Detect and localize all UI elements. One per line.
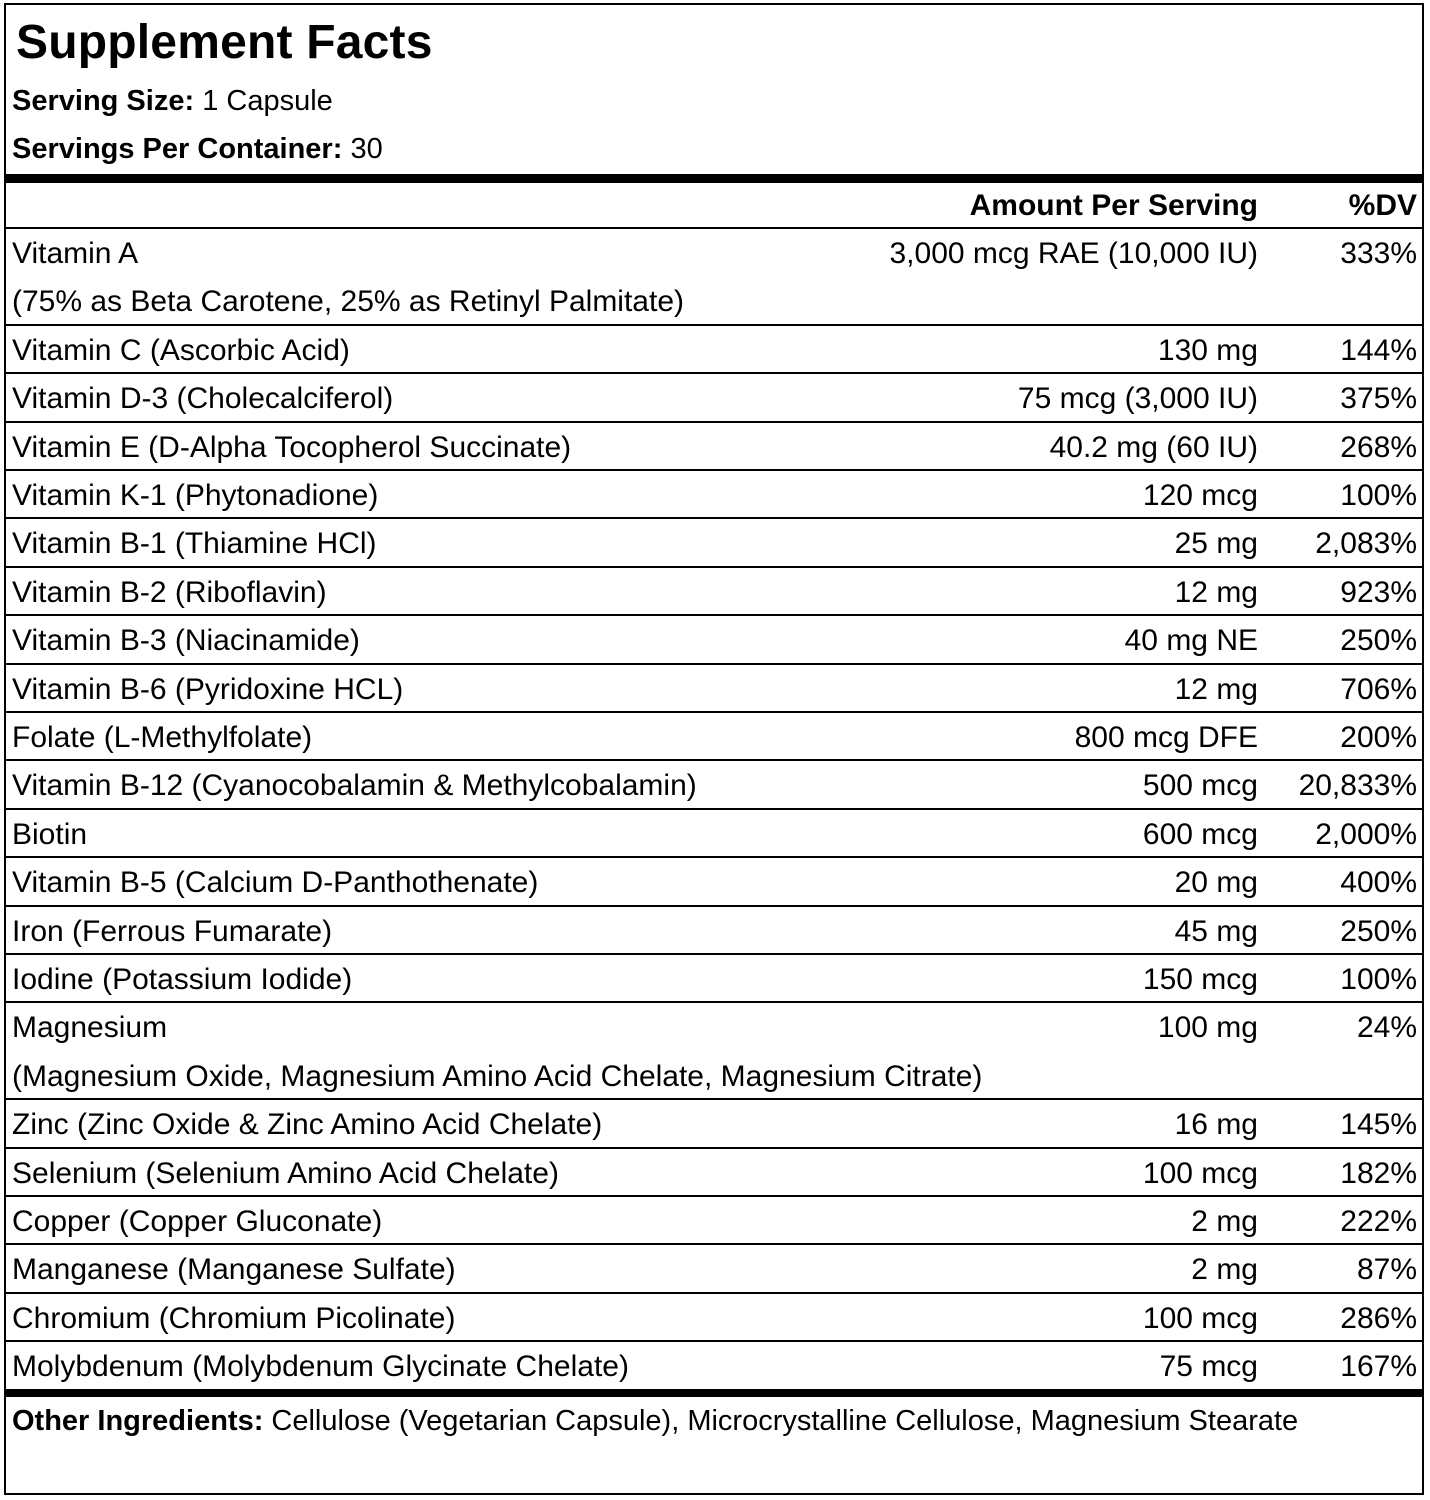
nutrient-amount: 130 mg	[1157, 333, 1258, 367]
nutrient-daily-value: 200%	[1340, 721, 1417, 754]
nutrient-amount: 100 mg	[1157, 1011, 1258, 1045]
row-divider	[6, 663, 1422, 665]
nutrient-daily-value: 100%	[1340, 963, 1417, 996]
row-divider	[6, 614, 1422, 616]
nutrient-amount: 500 mcg	[1142, 769, 1258, 803]
supplement-facts-panel	[4, 3, 1424, 1495]
nutrient-name: Vitamin D-3 (Cholecalciferol)	[12, 382, 394, 416]
row-divider	[6, 1147, 1422, 1149]
nutrient-daily-value: 2,000%	[1315, 817, 1417, 851]
other-ingredients	[12, 1405, 1298, 1438]
nutrient-amount: 100 mcg	[1142, 1156, 1258, 1190]
nutrient-name: Vitamin K-1 (Phytonadione)	[12, 479, 379, 512]
nutrient-name: Iron (Ferrous Fumarate)	[12, 914, 333, 948]
nutrient-amount: 150 mcg	[1142, 963, 1258, 996]
row-divider	[6, 372, 1422, 374]
row-divider	[6, 1001, 1422, 1003]
nutrient-name: Vitamin E (D-Alpha Tocopherol Succinate)	[12, 430, 572, 464]
nutrient-daily-value: 923%	[1340, 575, 1417, 609]
nutrient-name: Iodine (Potassium Iodide)	[12, 963, 353, 996]
row-divider	[6, 856, 1422, 858]
nutrient-daily-value: 167%	[1340, 1350, 1417, 1384]
nutrient-amount: 40.2 mg (60 IU)	[1049, 430, 1258, 464]
nutrient-amount: 12 mg	[1174, 575, 1258, 609]
header-daily-value: %DV	[1348, 189, 1417, 222]
nutrient-name: Vitamin C (Ascorbic Acid)	[12, 333, 350, 367]
nutrient-daily-value: 145%	[1340, 1108, 1417, 1142]
nutrient-daily-value: 182%	[1340, 1156, 1417, 1190]
nutrient-daily-value: 100%	[1340, 479, 1417, 512]
servings-per-container	[12, 133, 383, 166]
nutrient-daily-value: 333%	[1340, 237, 1417, 270]
nutrient-amount: 800 mcg DFE	[1074, 721, 1258, 754]
row-divider	[6, 953, 1422, 955]
nutrient-name: Magnesium	[12, 1011, 168, 1045]
nutrient-daily-value: 87%	[1356, 1253, 1417, 1287]
nutrient-amount: 75 mcg (3,000 IU)	[1017, 382, 1258, 416]
nutrient-amount: 3,000 mcg RAE (10,000 IU)	[889, 237, 1258, 270]
nutrient-amount: 2 mg	[1191, 1253, 1258, 1287]
nutrient-daily-value: 2,083%	[1315, 527, 1417, 561]
row-divider	[6, 421, 1422, 423]
row-divider	[6, 1195, 1422, 1197]
row-divider	[6, 1292, 1422, 1294]
nutrient-daily-value: 24%	[1356, 1011, 1417, 1045]
nutrient-name: Selenium (Selenium Amino Acid Chelate)	[12, 1156, 559, 1190]
nutrient-amount: 100 mcg	[1142, 1301, 1258, 1335]
nutrient-name: Vitamin B-5 (Calcium D-Panthothenate)	[12, 866, 539, 900]
nutrient-amount: 20 mg	[1174, 866, 1258, 900]
nutrient-name: Vitamin B-1 (Thiamine HCl)	[12, 527, 377, 561]
nutrient-name: Copper (Copper Gluconate)	[12, 1205, 383, 1238]
row-divider	[6, 808, 1422, 810]
nutrient-daily-value: 375%	[1340, 382, 1417, 416]
nutrient-amount: 40 mg NE	[1124, 624, 1258, 658]
nutrient-name: Zinc (Zinc Oxide & Zinc Amino Acid Chelate)	[12, 1108, 603, 1142]
nutrient-name: Vitamin B-2 (Riboflavin)	[12, 575, 327, 609]
header-amount-per-serving: Amount Per Serving	[969, 189, 1258, 222]
nutrient-daily-value: 20,833%	[1298, 769, 1417, 803]
panel-title: Supplement Facts	[16, 16, 433, 69]
nutrient-amount: 120 mcg	[1142, 479, 1258, 512]
nutrient-amount: 75 mcg	[1159, 1350, 1258, 1384]
servings-per-container-value: 30	[350, 133, 383, 165]
servings-per-container-label: Servings Per Container:	[12, 133, 343, 165]
other-ingredients-value: Cellulose (Vegetarian Capsule), Microcrystalline Cellulose, Magnesium Stearate	[271, 1405, 1299, 1437]
nutrient-name: Molybdenum (Molybdenum Glycinate Chelate)	[12, 1350, 629, 1384]
nutrient-name: Folate (L-Methylfolate)	[12, 721, 313, 754]
nutrient-name: Vitamin A	[12, 237, 139, 270]
row-divider	[6, 905, 1422, 907]
nutrient-subtext: (75% as Beta Carotene, 25% as Retinyl Palmitate)	[12, 285, 684, 319]
thick-divider-top	[6, 174, 1422, 183]
nutrient-name: Vitamin B-12 (Cyanocobalamin & Methylcobalamin)	[12, 769, 697, 803]
nutrient-daily-value: 144%	[1340, 333, 1417, 367]
nutrient-subtext: (Magnesium Oxide, Magnesium Amino Acid Chelate, Magnesium Citrate)	[12, 1059, 983, 1093]
row-divider	[6, 227, 1422, 229]
serving-size-value: 1 Capsule	[202, 85, 333, 117]
nutrient-daily-value: 268%	[1340, 430, 1417, 464]
serving-size-label: Serving Size:	[12, 85, 195, 117]
other-ingredients-label: Other Ingredients:	[12, 1405, 264, 1437]
nutrient-daily-value: 250%	[1340, 914, 1417, 948]
row-divider	[6, 469, 1422, 471]
nutrient-daily-value: 222%	[1340, 1205, 1417, 1238]
row-divider	[6, 1243, 1422, 1245]
nutrient-amount: 25 mg	[1174, 527, 1258, 561]
nutrient-name: Vitamin B-3 (Niacinamide)	[12, 624, 360, 658]
nutrient-name: Biotin	[12, 817, 88, 851]
nutrient-daily-value: 400%	[1340, 866, 1417, 900]
nutrient-daily-value: 706%	[1340, 672, 1417, 706]
row-divider	[6, 711, 1422, 713]
nutrient-amount: 45 mg	[1174, 914, 1258, 948]
nutrient-daily-value: 286%	[1340, 1301, 1417, 1335]
row-divider	[6, 1098, 1422, 1100]
thick-divider-bottom	[6, 1389, 1422, 1397]
nutrient-amount: 600 mcg	[1142, 817, 1258, 851]
nutrient-amount: 12 mg	[1174, 672, 1258, 706]
nutrient-name: Manganese (Manganese Sulfate)	[12, 1253, 456, 1287]
nutrient-daily-value: 250%	[1340, 624, 1417, 658]
row-divider	[6, 759, 1422, 761]
nutrient-amount: 16 mg	[1174, 1108, 1258, 1142]
row-divider	[6, 324, 1422, 326]
row-divider	[6, 566, 1422, 568]
nutrient-amount: 2 mg	[1191, 1205, 1258, 1238]
row-divider	[6, 1340, 1422, 1342]
serving-size	[12, 85, 333, 118]
nutrient-name: Chromium (Chromium Picolinate)	[12, 1301, 456, 1335]
nutrient-name: Vitamin B-6 (Pyridoxine HCL)	[12, 672, 404, 706]
row-divider	[6, 517, 1422, 519]
